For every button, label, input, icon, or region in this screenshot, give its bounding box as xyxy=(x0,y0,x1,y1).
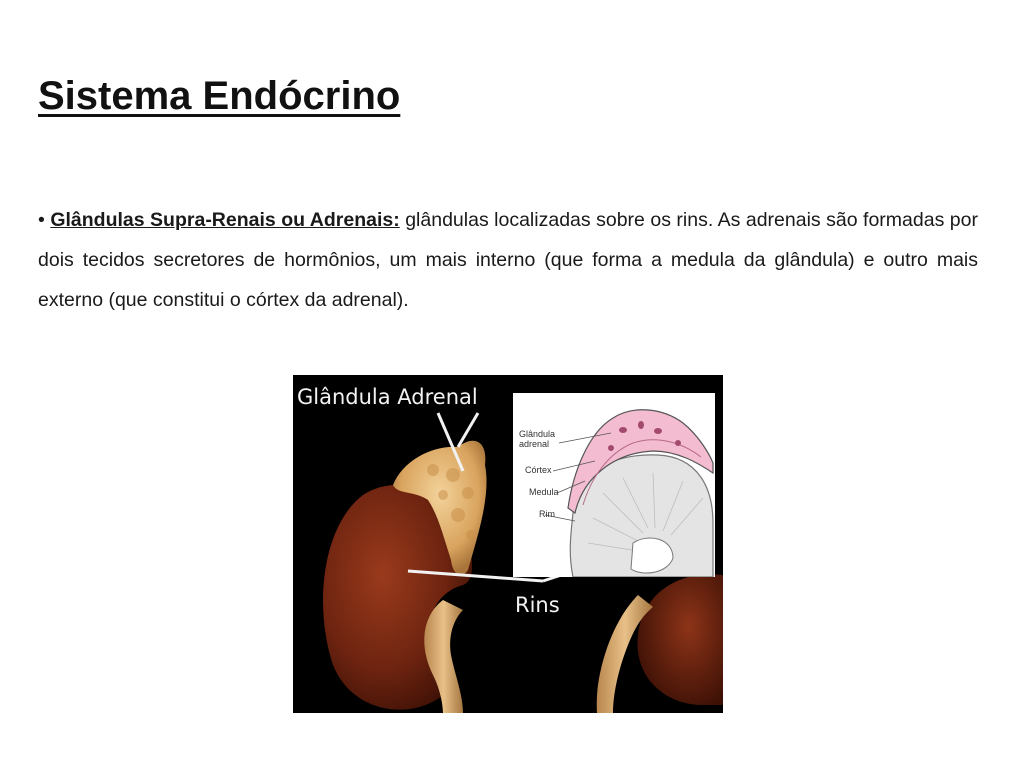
inset-label-cortex: Córtex xyxy=(525,465,552,475)
cross-section-drawing xyxy=(513,393,715,577)
label-rins: Rins xyxy=(515,593,560,617)
inset-label-medula: Medula xyxy=(529,487,559,497)
inset-label-glandula-1: Glândula xyxy=(519,429,556,439)
cross-section-inset xyxy=(513,393,715,577)
bullet-paragraph xyxy=(38,200,978,320)
adrenal-kidney-illustration xyxy=(293,375,723,713)
inset-label-glandula-2: adrenal xyxy=(519,439,550,449)
bullet-symbol: • xyxy=(38,209,45,231)
inset-label-rim: Rim xyxy=(539,509,555,519)
right-kidney xyxy=(637,574,723,705)
bullet-term: Glândulas Supra-Renais ou Adrenais: xyxy=(50,209,400,231)
slide-title: Sistema Endócrino xyxy=(38,74,401,118)
label-glandula-adrenal: Glândula Adrenal xyxy=(297,385,478,409)
bullet-text: glândulas localizadas sobre os rins. As adrenais são formadas por dois tecidos secretores de hormônios, um mais interno (que forma a medula da glândula) e outro mais externo (que constitui o córtex da adrenal). xyxy=(38,209,978,311)
